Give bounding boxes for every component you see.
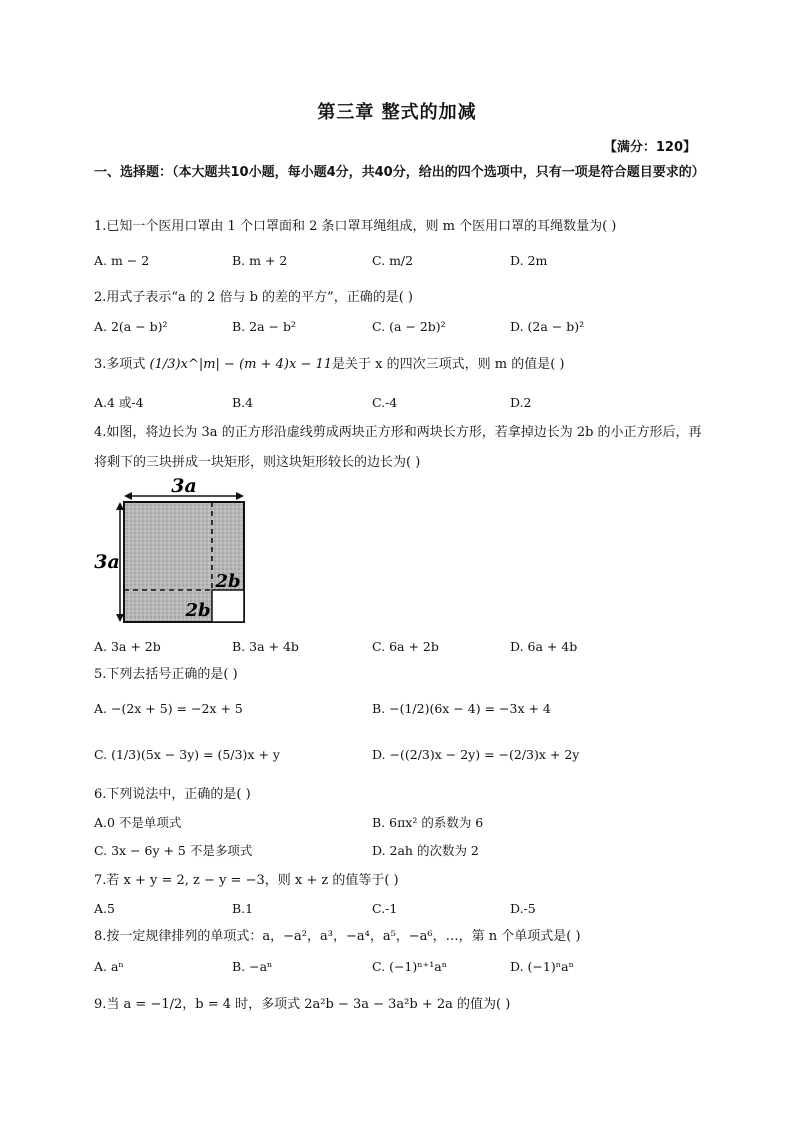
q3-option-d: D.2 [510, 395, 532, 410]
question-8-options [94, 954, 704, 980]
question-1-options [94, 248, 704, 274]
question-9-stem: 9.当 a = −1/2，b = 4 时，多项式 2a²b − 3a − 3a²b + 2a 的值为( ) [94, 997, 511, 1012]
q3-stem-suffix: 是关于 x 的四次三项式，则 m 的值是( ) [332, 357, 565, 372]
q3-polynomial: (1/3)x^|m| − (m + 4)x − 11 [149, 357, 333, 372]
question-6-options-row2 [94, 838, 704, 864]
q6-option-a: A.0 不是单项式 [94, 815, 182, 830]
q8-option-c: C. (−1)ⁿ⁺¹aⁿ [372, 959, 448, 974]
q7-option-d: D.-5 [510, 901, 536, 916]
q4-option-d: D. 6a + 4b [510, 639, 578, 654]
question-7-stem: 7.若 x + y = 2, z − y = −3，则 x + z 的值等于( ) [94, 873, 399, 888]
q2-option-b: B. 2a − b² [232, 319, 296, 334]
question-6-stem: 6.下列说法中，正确的是( ) [94, 787, 251, 802]
top-arrow-left [124, 492, 132, 500]
square-diagram [94, 472, 264, 632]
q3-option-c: C.-4 [372, 395, 398, 410]
q4-option-c: C. 6a + 2b [372, 639, 439, 654]
q7-option-a: A.5 [94, 901, 115, 916]
q7-option-b: B.1 [232, 901, 254, 916]
question-2-options [94, 314, 704, 340]
question-4-stem: 4.如图，将边长为 3a 的正方形沿虚线剪成两块正方形和两块长方形，若拿掉边长为 2b 的小正方形后，再将剩下的三块拼成一块矩形，则这块矩形较长的边长为( ) [94, 425, 702, 470]
q5-option-c: C. (1/3)(5x − 3y) = (5/3)x + y [94, 747, 280, 762]
q8-option-a: A. aⁿ [94, 959, 124, 974]
q1-option-c: C. m/2 [372, 253, 414, 268]
square-cut-figure [94, 472, 264, 632]
section-heading: 一、选择题：（本大题共10小题，每小题4分，共40分，给出的四个选项中，只有一项是符合题目要求的） [94, 165, 705, 180]
label-inner-bottom-2b: 2b [185, 600, 211, 621]
q2-option-d: D. (2a − b)² [510, 319, 585, 334]
q3-stem-prefix: 3.多项式 [94, 357, 150, 372]
question-5-options-row1 [94, 696, 704, 722]
left-arrow-top [116, 502, 124, 510]
q3-option-a: A.4 或-4 [94, 395, 144, 410]
left-arrow-bottom [116, 614, 124, 622]
top-arrow-right [236, 492, 244, 500]
q6-option-d: D. 2ah 的次数为 2 [372, 843, 479, 858]
q5-option-b: B. −(1/2)(6x − 4) = −3x + 4 [372, 701, 551, 716]
label-left-3a: 3a [94, 551, 120, 573]
q1-option-d: D. 2m [510, 253, 548, 268]
q3-option-b: B.4 [232, 395, 254, 410]
q5-option-d: D. −((2/3)x − 2y) = −(2/3)x + 2y [372, 747, 580, 762]
q4-option-b: B. 3a + 4b [232, 639, 299, 654]
question-5-stem: 5.下列去括号正确的是( ) [94, 667, 238, 682]
q1-option-a: A. m − 2 [94, 253, 150, 268]
question-3-options [94, 390, 704, 416]
question-8-stem: 8.按一定规律排列的单项式：a，−a²，a³，−a⁴，a⁵，−a⁶，…，第 n 个单项式是( ) [94, 929, 581, 944]
q2-option-c: C. (a − 2b)² [372, 319, 446, 334]
question-4-options [94, 634, 704, 660]
q4-option-a: A. 3a + 2b [94, 639, 161, 654]
page-title: 第三章 整式的加减 [317, 102, 477, 123]
q2-option-a: A. 2(a − b)² [94, 319, 168, 334]
question-5-options-row2 [94, 742, 704, 768]
q1-option-b: B. m + 2 [232, 253, 288, 268]
question-2-stem: 2.用式子表示“a 的 2 倍与 b 的差的平方”，正确的是( ) [94, 290, 413, 305]
q8-option-b: B. −aⁿ [232, 959, 273, 974]
question-7-options [94, 896, 704, 922]
q8-option-d: D. (−1)ⁿaⁿ [510, 959, 574, 974]
q7-option-c: C.-1 [372, 901, 398, 916]
q6-option-b: B. 6πx² 的系数为 6 [372, 815, 484, 830]
q6-option-c: C. 3x − 6y + 5 不是多项式 [94, 843, 253, 858]
q5-option-a: A. −(2x + 5) = −2x + 5 [94, 701, 243, 716]
question-6-options-row1 [94, 810, 704, 836]
removed-small-square [212, 590, 244, 622]
full-score-label: 【满分：120】 [603, 140, 696, 155]
question-1-stem: 1.已知一个医用口罩由 1 个口罩面和 2 条口罩耳绳组成，则 m 个医用口罩的耳绳数量为( ) [94, 219, 617, 234]
label-inner-right-2b: 2b [215, 571, 241, 592]
label-top-3a: 3a [171, 475, 197, 497]
question-3-stem [94, 350, 704, 380]
